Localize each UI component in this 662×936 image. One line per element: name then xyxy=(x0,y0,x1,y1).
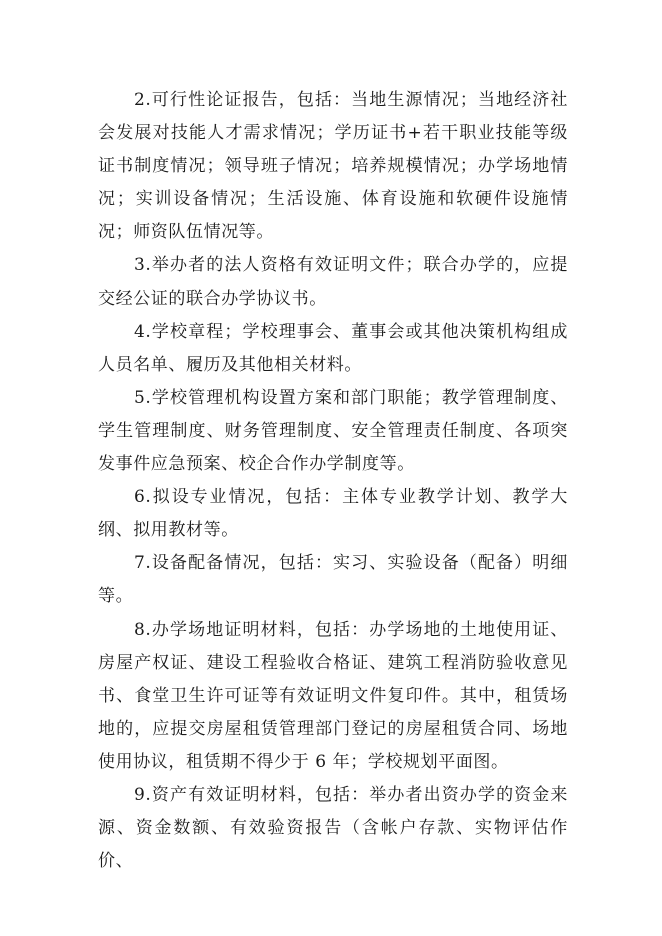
document-body xyxy=(98,84,568,878)
paragraph-item-4: 4.学校章程；学校理事会、董事会或其他决策机构组成人员名单、履历及其他相关材料。 xyxy=(98,321,568,375)
paragraph-item-9: 9.资产有效证明材料，包括：举办者出资办学的资金来源、资金数额、有效验资报告（含帐户存款、实物评估作价、 xyxy=(98,784,568,872)
paragraph-item-7: 7.设备配备情况，包括：实习、实验设备（配备）明细等。 xyxy=(98,553,568,607)
paragraph-item-6: 6.拟设专业情况，包括：主体专业教学计划、教学大纲、拟用教材等。 xyxy=(98,487,568,541)
paragraph-item-5: 5.学校管理机构设置方案和部门职能；教学管理制度、学生管理制度、财务管理制度、安全管理责任制度、各项突发事件应急预案、校企合作办学制度等。 xyxy=(98,387,568,475)
paragraph-item-3: 3.举办者的法人资格有效证明文件；联合办学的，应提交经公证的联合办学协议书。 xyxy=(98,255,568,309)
paragraph-item-8: 8.办学场地证明材料，包括：办学场地的土地使用证、房屋产权证、建设工程验收合格证、建筑工程消防验收意见书、食堂卫生许可证等有效证明文件复印件。其中，租赁场地的，应提交房屋租赁管理部门登记的房屋租赁合同、场地使用协议，租赁期不得少于 6 年；学校规划平面图。 xyxy=(98,619,568,772)
paragraph-item-2: 2.可行性论证报告，包括：当地生源情况；当地经济社会发展对技能人才需求情况；学历证书+若干职业技能等级证书制度情况；领导班子情况；培养规模情况；办学场地情况；实训设备情况；生活设施、体育设施和软硬件设施情况；师资队伍情况等。 xyxy=(98,90,568,243)
